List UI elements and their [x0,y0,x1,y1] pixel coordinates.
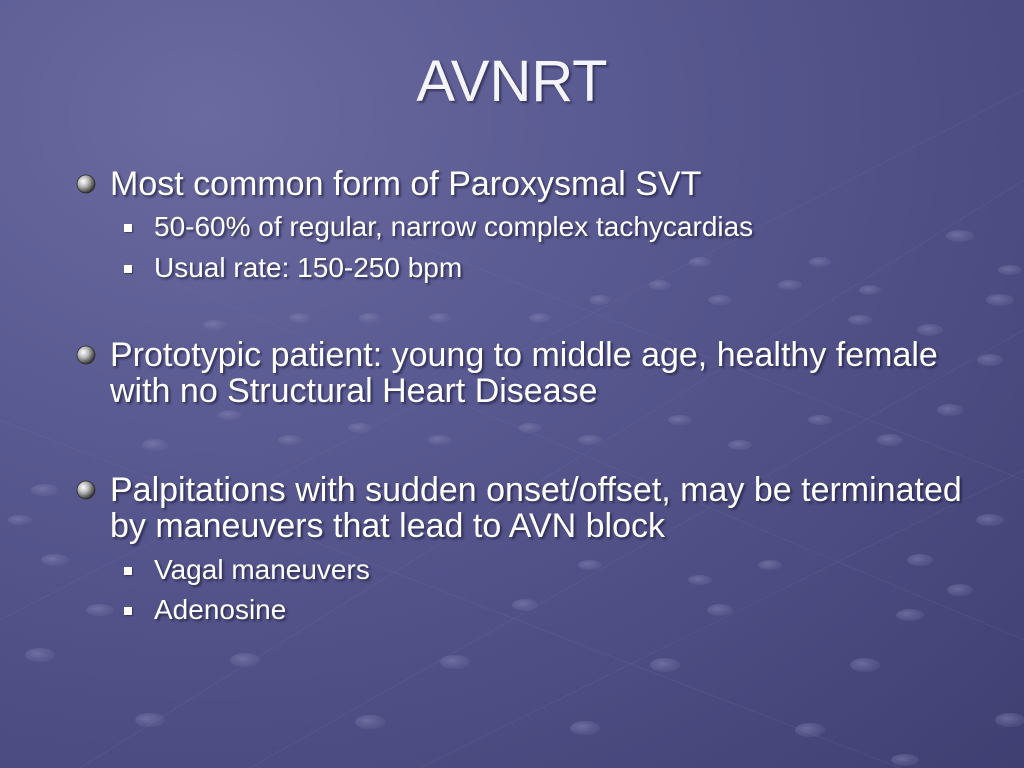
slide-title: AVNRT [416,49,608,114]
sub-bullet-item [154,252,974,284]
sub-bullet-text: Vagal maneuvers [154,554,370,585]
bullet-text: Most common form of Paroxysmal SVT [110,165,702,203]
square-bullet-icon [124,607,132,615]
sub-bullet-item [154,211,974,243]
square-bullet-icon [124,224,132,232]
bullet-item [110,166,990,202]
sub-bullet-text: Usual rate: 150-250 bpm [154,252,463,283]
sub-bullet-text: 50-60% of regular, narrow complex tachycardias [154,211,754,242]
sphere-bullet-icon [76,480,96,500]
sub-bullet-item [154,594,974,626]
sphere-bullet-icon [76,174,96,194]
bullet-text: Palpitations with sudden onset/offset, may be terminated by maneuvers that lead to AVN block [110,471,962,545]
bullet-text: Prototypic patient: young to middle age, healthy female with no Structural Heart Disease [110,336,938,410]
bullet-item [110,337,990,409]
bullet-item [110,472,990,544]
sub-bullet-text: Adenosine [154,594,287,625]
square-bullet-icon [124,567,132,575]
sphere-bullet-icon [76,345,96,365]
square-bullet-icon [124,265,132,273]
sub-bullet-item [154,554,974,586]
